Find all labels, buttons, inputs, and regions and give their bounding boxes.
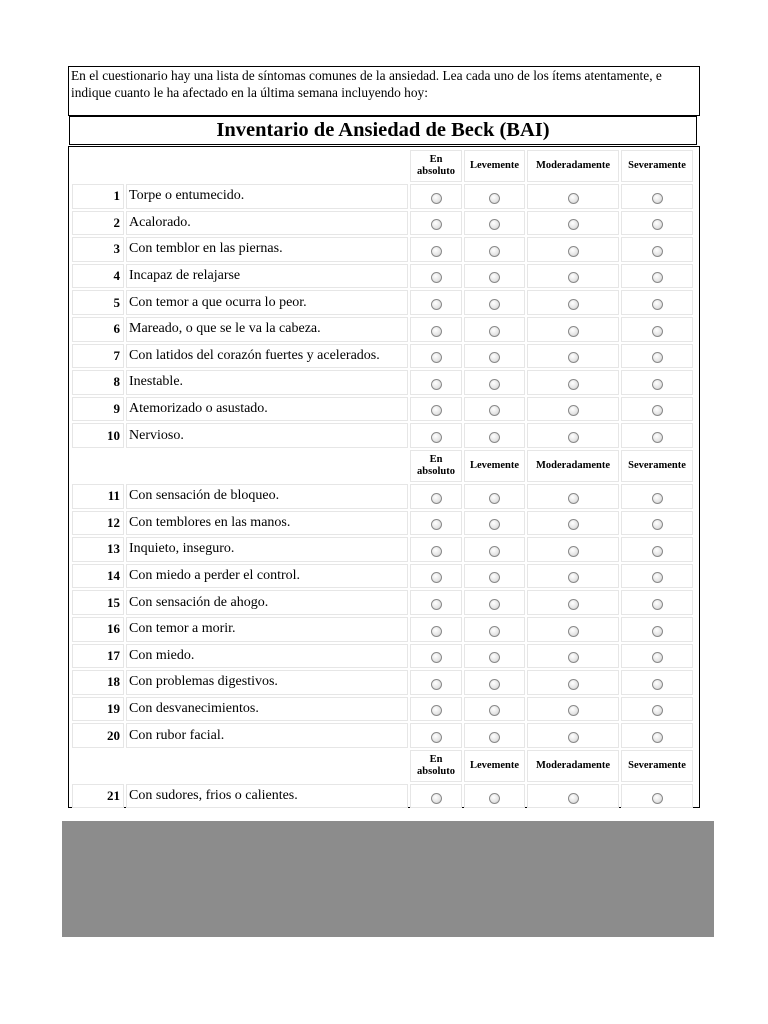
option-cell-en-absoluto [410,697,462,722]
option-cell-en-absoluto [410,784,462,809]
header-empty-num [72,150,124,182]
question-number: 5 [72,290,124,315]
question-text: Con problemas digestivos. [126,670,408,695]
question-text: Con temblores en las manos. [126,511,408,536]
header-en-absoluto-line2: absoluto [417,765,455,777]
radio-en-absoluto[interactable] [431,652,442,663]
header-moderadamente: Moderadamente [527,750,619,782]
radio-levemente[interactable] [489,405,500,416]
radio-levemente[interactable] [489,299,500,310]
radio-severamente[interactable] [652,326,663,337]
option-cell-moderadamente [527,670,619,695]
option-cell-moderadamente [527,397,619,422]
option-cell-severamente [621,537,693,562]
question-text: Inestable. [126,370,408,395]
question-row [72,397,693,422]
option-cell-en-absoluto [410,397,462,422]
question-text: Con sensación de bloqueo. [126,484,408,509]
option-cell-en-absoluto [410,184,462,209]
option-cell-en-absoluto [410,484,462,509]
header-empty-text [126,750,408,782]
radio-severamente[interactable] [652,493,663,504]
radio-levemente[interactable] [489,193,500,204]
option-cell-levemente [464,511,525,536]
option-cell-moderadamente [527,423,619,448]
question-number: 7 [72,344,124,369]
radio-en-absoluto[interactable] [431,705,442,716]
radio-moderadamente[interactable] [568,272,579,283]
question-number: 9 [72,397,124,422]
option-cell-moderadamente [527,537,619,562]
radio-severamente[interactable] [652,705,663,716]
radio-en-absoluto[interactable] [431,299,442,310]
header-en-absoluto [410,750,462,782]
question-text: Con temor a morir. [126,617,408,642]
option-cell-en-absoluto [410,370,462,395]
question-text: Con desvanecimientos. [126,697,408,722]
option-cell-severamente [621,317,693,342]
header-empty-num [72,450,124,482]
radio-levemente[interactable] [489,652,500,663]
radio-levemente[interactable] [489,326,500,337]
question-text: Inquieto, inseguro. [126,537,408,562]
question-row [72,290,693,315]
question-number: 18 [72,670,124,695]
option-cell-levemente [464,564,525,589]
radio-en-absoluto[interactable] [431,793,442,804]
option-cell-severamente [621,590,693,615]
header-en-absoluto-line1: En [429,154,443,165]
header-empty-text [126,450,408,482]
option-cell-en-absoluto [410,264,462,289]
question-number: 16 [72,617,124,642]
option-cell-moderadamente [527,211,619,236]
option-cell-en-absoluto [410,423,462,448]
question-number: 12 [72,511,124,536]
radio-moderadamente[interactable] [568,546,579,557]
radio-en-absoluto[interactable] [431,379,442,390]
question-row [72,670,693,695]
radio-moderadamente[interactable] [568,219,579,230]
question-row [72,511,693,536]
question-row [72,317,693,342]
radio-severamente[interactable] [652,246,663,257]
option-cell-levemente [464,484,525,509]
radio-levemente[interactable] [489,679,500,690]
header-severamente: Severamente [621,450,693,482]
question-text: Atemorizado o asustado. [126,397,408,422]
option-cell-moderadamente [527,237,619,262]
radio-severamente[interactable] [652,793,663,804]
radio-levemente[interactable] [489,352,500,363]
radio-levemente[interactable] [489,732,500,743]
option-cell-levemente [464,697,525,722]
option-cell-levemente [464,290,525,315]
option-cell-moderadamente [527,697,619,722]
question-number: 15 [72,590,124,615]
radio-en-absoluto[interactable] [431,546,442,557]
radio-en-absoluto[interactable] [431,352,442,363]
header-empty-num [72,750,124,782]
option-cell-levemente [464,537,525,562]
option-cell-levemente [464,670,525,695]
question-number: 3 [72,237,124,262]
option-cell-severamente [621,370,693,395]
option-cell-en-absoluto [410,564,462,589]
question-row [72,264,693,289]
radio-en-absoluto[interactable] [431,246,442,257]
question-row [72,237,693,262]
header-en-absoluto-line1: En [429,753,443,765]
footer-gray-band [62,821,714,937]
option-cell-en-absoluto [410,617,462,642]
option-cell-moderadamente [527,290,619,315]
radio-severamente[interactable] [652,193,663,204]
question-number: 1 [72,184,124,209]
radio-severamente[interactable] [652,519,663,530]
option-cell-severamente [621,784,693,809]
radio-moderadamente[interactable] [568,679,579,690]
option-cell-moderadamente [527,617,619,642]
radio-moderadamente[interactable] [568,193,579,204]
option-cell-moderadamente [527,344,619,369]
radio-moderadamente[interactable] [568,405,579,416]
radio-moderadamente[interactable] [568,705,579,716]
radio-levemente[interactable] [489,546,500,557]
option-cell-severamente [621,344,693,369]
option-cell-moderadamente [527,370,619,395]
radio-severamente[interactable] [652,379,663,390]
question-number: 19 [72,697,124,722]
radio-levemente[interactable] [489,572,500,583]
header-levemente: Levemente [464,750,525,782]
question-number: 6 [72,317,124,342]
radio-en-absoluto[interactable] [431,326,442,337]
radio-severamente[interactable] [652,219,663,230]
question-text: Con sensación de ahogo. [126,590,408,615]
radio-moderadamente[interactable] [568,626,579,637]
question-text: Con latidos del corazón fuertes y acelerados. [126,344,408,369]
radio-severamente[interactable] [652,599,663,610]
option-cell-en-absoluto [410,290,462,315]
option-cell-levemente [464,344,525,369]
option-cell-levemente [464,423,525,448]
radio-levemente[interactable] [489,599,500,610]
radio-en-absoluto[interactable] [431,599,442,610]
column-header-row [72,150,693,182]
question-number: 8 [72,370,124,395]
option-cell-en-absoluto [410,537,462,562]
option-cell-levemente [464,211,525,236]
option-cell-severamente [621,264,693,289]
option-cell-levemente [464,317,525,342]
option-cell-moderadamente [527,564,619,589]
option-cell-severamente [621,511,693,536]
radio-moderadamente[interactable] [568,326,579,337]
option-cell-severamente [621,290,693,315]
header-moderadamente: Moderadamente [527,150,619,182]
question-row [72,784,693,809]
radio-moderadamente[interactable] [568,519,579,530]
question-text: Con miedo. [126,644,408,669]
option-cell-severamente [621,423,693,448]
question-text: Con sudores, frios o calientes. [126,784,408,809]
option-cell-levemente [464,590,525,615]
option-cell-moderadamente [527,511,619,536]
option-cell-moderadamente [527,784,619,809]
header-en-absoluto [410,450,462,482]
question-row [72,644,693,669]
radio-levemente[interactable] [489,705,500,716]
header-levemente: Levemente [464,150,525,182]
radio-levemente[interactable] [489,272,500,283]
question-row [72,723,693,748]
option-cell-en-absoluto [410,644,462,669]
radio-severamente[interactable] [652,432,663,443]
question-number: 13 [72,537,124,562]
header-empty-text [126,150,408,182]
option-cell-severamente [621,484,693,509]
radio-moderadamente[interactable] [568,732,579,743]
question-text: Torpe o entumecido. [126,184,408,209]
option-cell-moderadamente [527,484,619,509]
radio-moderadamente[interactable] [568,599,579,610]
question-number: 10 [72,423,124,448]
radio-severamente[interactable] [652,626,663,637]
option-cell-levemente [464,184,525,209]
question-text: Acalorado. [126,211,408,236]
option-cell-en-absoluto [410,317,462,342]
option-cell-moderadamente [527,264,619,289]
option-cell-en-absoluto [410,670,462,695]
radio-moderadamente[interactable] [568,352,579,363]
radio-en-absoluto[interactable] [431,679,442,690]
option-cell-levemente [464,237,525,262]
column-header-row [72,750,693,782]
radio-levemente[interactable] [489,219,500,230]
radio-en-absoluto[interactable] [431,405,442,416]
questionnaire [68,66,700,808]
radio-en-absoluto[interactable] [431,519,442,530]
radio-moderadamente[interactable] [568,793,579,804]
questionnaire-table [70,148,695,810]
option-cell-moderadamente [527,644,619,669]
option-cell-levemente [464,397,525,422]
option-cell-en-absoluto [410,511,462,536]
question-number: 17 [72,644,124,669]
option-cell-moderadamente [527,184,619,209]
question-number: 11 [72,484,124,509]
radio-severamente[interactable] [652,352,663,363]
radio-levemente[interactable] [489,379,500,390]
question-number: 20 [72,723,124,748]
header-en-absoluto-line1: En [429,453,443,465]
option-cell-severamente [621,723,693,748]
option-cell-moderadamente [527,723,619,748]
option-cell-severamente [621,237,693,262]
question-row [72,184,693,209]
question-row [72,344,693,369]
option-cell-en-absoluto [410,237,462,262]
question-number: 21 [72,784,124,809]
header-en-absoluto-line2: absoluto [417,166,455,177]
header-levemente: Levemente [464,450,525,482]
radio-en-absoluto[interactable] [431,626,442,637]
radio-en-absoluto[interactable] [431,432,442,443]
question-row [72,423,693,448]
option-cell-severamente [621,564,693,589]
radio-en-absoluto[interactable] [431,732,442,743]
question-text: Con miedo a perder el control. [126,564,408,589]
radio-severamente[interactable] [652,732,663,743]
option-cell-moderadamente [527,590,619,615]
question-text: Nervioso. [126,423,408,448]
radio-moderadamente[interactable] [568,652,579,663]
radio-severamente[interactable] [652,679,663,690]
option-cell-severamente [621,184,693,209]
option-cell-moderadamente [527,317,619,342]
radio-en-absoluto[interactable] [431,219,442,230]
radio-moderadamente[interactable] [568,432,579,443]
option-cell-levemente [464,644,525,669]
question-text: Con rubor facial. [126,723,408,748]
question-row [72,484,693,509]
radio-severamente[interactable] [652,572,663,583]
radio-en-absoluto[interactable] [431,272,442,283]
option-cell-levemente [464,617,525,642]
option-cell-levemente [464,370,525,395]
radio-moderadamente[interactable] [568,379,579,390]
question-text: Con temblor en las piernas. [126,237,408,262]
header-moderadamente: Moderadamente [527,450,619,482]
option-cell-levemente [464,784,525,809]
question-row [72,537,693,562]
intro-text: En el cuestionario hay una lista de síntomas comunes de la ansiedad. Lea cada uno de los ítems atentamente, e indique cuanto le ha afectado en la última semana incluyendo hoy: [68,66,700,116]
header-severamente: Severamente [621,150,693,182]
radio-severamente[interactable] [652,652,663,663]
radio-en-absoluto[interactable] [431,193,442,204]
option-cell-severamente [621,644,693,669]
radio-severamente[interactable] [652,299,663,310]
question-row [72,697,693,722]
option-cell-severamente [621,697,693,722]
radio-moderadamente[interactable] [568,246,579,257]
option-cell-severamente [621,670,693,695]
question-text: Mareado, o que se le va la cabeza. [126,317,408,342]
question-row [72,617,693,642]
radio-moderadamente[interactable] [568,493,579,504]
question-text: Incapaz de relajarse [126,264,408,289]
option-cell-severamente [621,617,693,642]
option-cell-levemente [464,723,525,748]
option-cell-en-absoluto [410,344,462,369]
question-number: 2 [72,211,124,236]
option-cell-levemente [464,264,525,289]
radio-levemente[interactable] [489,493,500,504]
header-en-absoluto [410,150,462,182]
option-cell-severamente [621,397,693,422]
radio-en-absoluto[interactable] [431,572,442,583]
option-cell-en-absoluto [410,211,462,236]
question-text: Con temor a que ocurra lo peor. [126,290,408,315]
question-number: 4 [72,264,124,289]
question-row [72,590,693,615]
column-header-row [72,450,693,482]
radio-severamente[interactable] [652,405,663,416]
question-number: 14 [72,564,124,589]
option-cell-severamente [621,211,693,236]
radio-moderadamente[interactable] [568,299,579,310]
radio-severamente[interactable] [652,272,663,283]
question-row [72,370,693,395]
question-row [72,564,693,589]
header-en-absoluto-line2: absoluto [417,465,455,477]
page-title: Inventario de Ansiedad de Beck (BAI) [69,116,697,145]
header-severamente: Severamente [621,750,693,782]
radio-levemente[interactable] [489,626,500,637]
radio-moderadamente[interactable] [568,572,579,583]
questionnaire-table-frame [68,146,700,808]
radio-levemente[interactable] [489,432,500,443]
question-row [72,211,693,236]
radio-severamente[interactable] [652,546,663,557]
option-cell-en-absoluto [410,723,462,748]
option-cell-en-absoluto [410,590,462,615]
radio-levemente[interactable] [489,246,500,257]
radio-levemente[interactable] [489,793,500,804]
radio-en-absoluto[interactable] [431,493,442,504]
radio-levemente[interactable] [489,519,500,530]
